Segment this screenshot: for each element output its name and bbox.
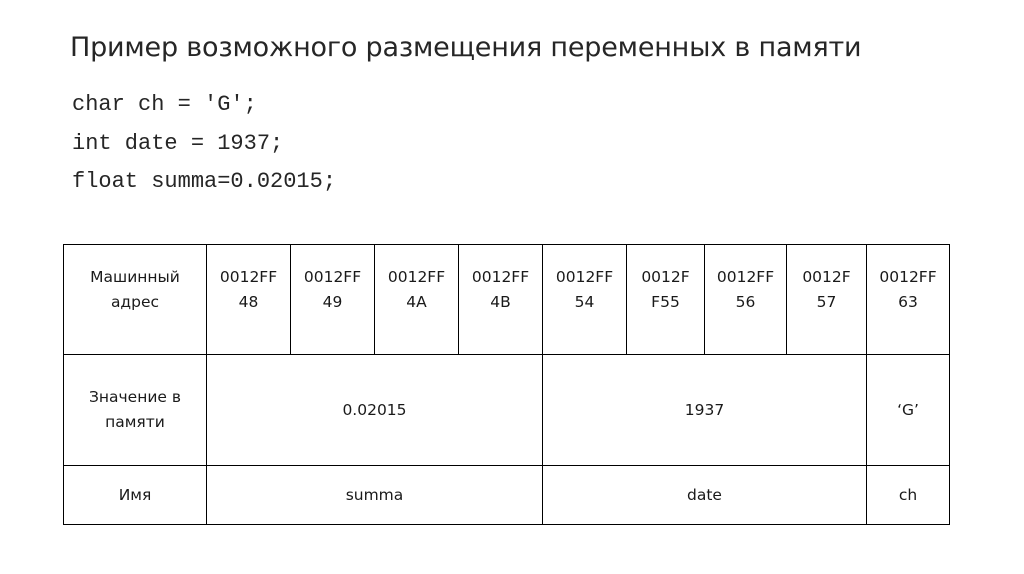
- name-ch: ch: [867, 466, 950, 525]
- address-cell: [787, 245, 867, 355]
- address-cell: [705, 245, 787, 355]
- address-part1: 0012F: [802, 268, 851, 286]
- address-row: [64, 245, 950, 355]
- address-part1: 0012FF: [219, 268, 278, 286]
- value-header-line2: памяти: [105, 413, 165, 431]
- name-row-header: Имя: [64, 466, 207, 525]
- address-part2: 63: [898, 293, 918, 311]
- value-summa: 0.02015: [207, 355, 543, 466]
- address-cell: [375, 245, 459, 355]
- value-row: [64, 355, 950, 466]
- value-ch: ‘G’: [867, 355, 950, 466]
- value-header-line1: Значение в: [88, 388, 182, 406]
- code-line-int: int date = 1937;: [72, 130, 284, 156]
- address-part2: 57: [816, 293, 837, 311]
- address-part1: 0012FF: [879, 268, 937, 286]
- code-line-float: float summa=0.02015;: [72, 169, 337, 194]
- address-part2: 48: [238, 293, 259, 311]
- address-cell: [867, 245, 950, 355]
- address-part1: 0012FF: [716, 268, 775, 286]
- address-part1: 0012FF: [303, 268, 362, 286]
- address-part1: 0012FF: [387, 268, 446, 286]
- name-row: [64, 466, 950, 525]
- address-cell: [459, 245, 543, 355]
- address-part2: 56: [735, 293, 756, 311]
- name-date: date: [543, 466, 867, 525]
- address-cell: [627, 245, 705, 355]
- address-header-line2: адрес: [110, 293, 160, 311]
- name-summa: summa: [207, 466, 543, 525]
- address-cell: [543, 245, 627, 355]
- value-date: 1937: [543, 355, 867, 466]
- address-header-line1: Машинный: [90, 268, 180, 286]
- address-part2: 54: [574, 293, 595, 311]
- address-part1: 0012FF: [555, 268, 614, 286]
- code-line-char: char ch = 'G';: [72, 92, 257, 117]
- address-row-header: [64, 245, 207, 355]
- code-block: [72, 88, 336, 204]
- address-cell: [291, 245, 375, 355]
- slide-title: Пример возможного размещения переменных в памяти: [70, 32, 862, 63]
- memory-table: [63, 244, 950, 525]
- address-part2: 4B: [490, 293, 511, 311]
- value-row-header: [64, 355, 207, 466]
- address-part2: 49: [322, 293, 343, 311]
- address-cell: [207, 245, 291, 355]
- address-part1: 0012FF: [471, 268, 530, 286]
- address-part2: F55: [651, 293, 680, 311]
- address-part2: 4A: [406, 293, 427, 311]
- address-part1: 0012F: [641, 268, 690, 286]
